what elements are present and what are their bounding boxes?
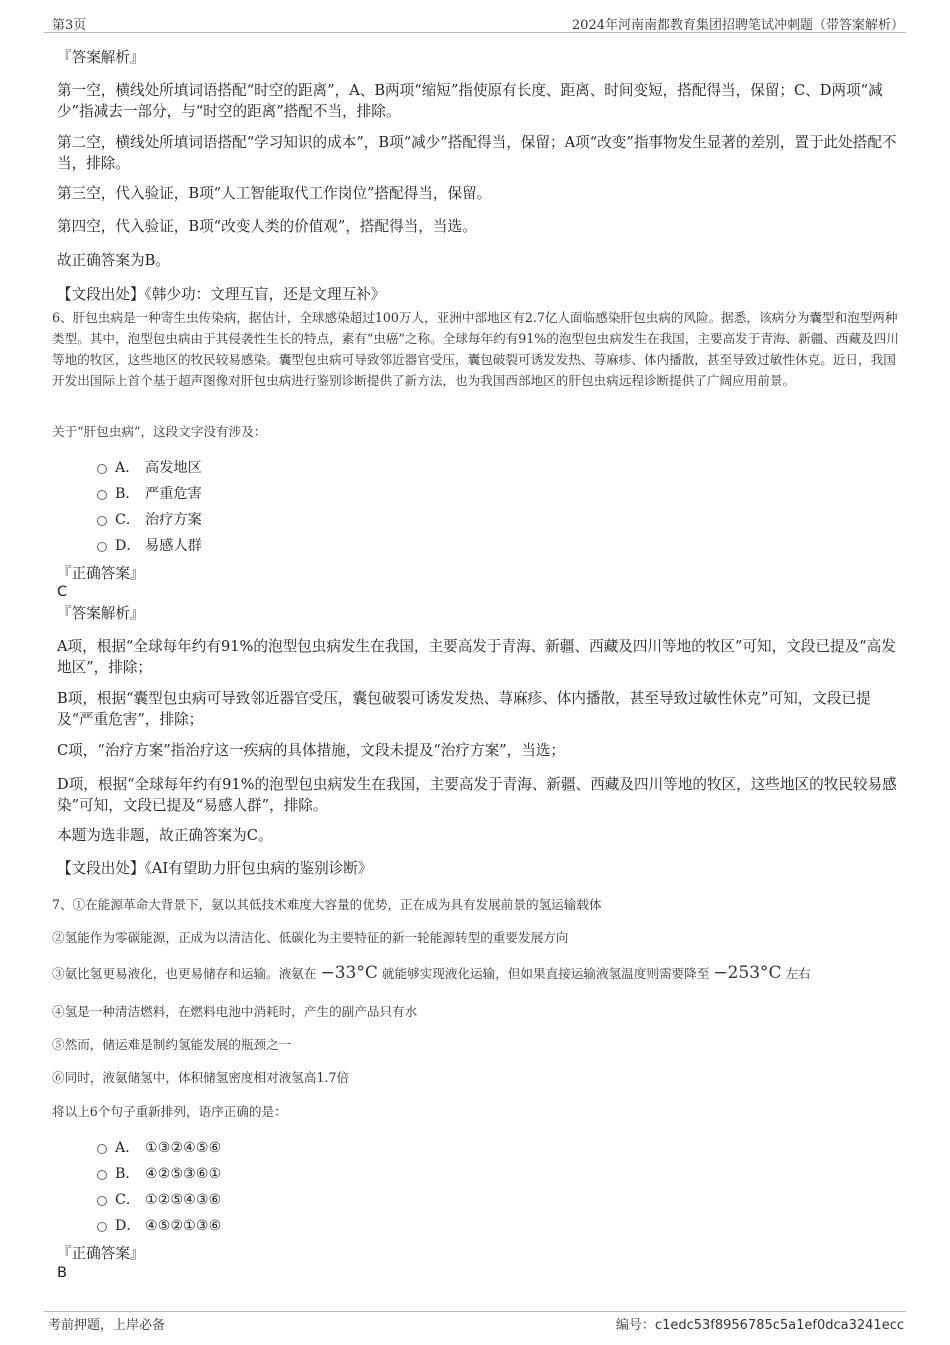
question-stem: 6、肝包虫病是一种寄生虫传染病，据估计，全球感染超过100万人，亚洲中部地区有2.7亿人面临感染肝包虫病的风险。据悉，该病分为囊型和泡型两种类型。其中，泡型包虫病由于其侵袭性生长的特点，素有“虫癌”之称。全球每年约有91%的泡型包虫病发生在我国，主要高发于青海、新疆、西藏及四川等地的牧区，这些地区的牧民较易感染。囊型包虫病可导致邻近器官受压，囊包破裂可诱发发热、荨麻疹、体内播散，甚至导致过敏性休克。近日，我国开发出国际上首个基于超声图像对肝包虫病进行鉴别诊断提供了新方法，也为我国西部地区的肝包虫病远程诊断提供了广阔应用前景。	[52, 310, 899, 388]
analysis-paragraph: A项，根据“全球每年约有91%的泡型包虫病发生在我国，主要高发于青海、新疆、西藏及四川等地的牧区”可知，文段已提及“高发地区”，排除；	[57, 638, 896, 676]
option-text: 治疗方案	[145, 512, 202, 528]
radio-icon[interactable]	[97, 516, 107, 526]
option-text: ④⑤②①③⑥	[145, 1218, 222, 1234]
option-letter: A．	[115, 1140, 140, 1156]
code-label: 编号：	[615, 1318, 655, 1333]
option-d[interactable]	[97, 1216, 221, 1236]
correct-answer: C	[57, 583, 68, 600]
sentence-3	[52, 963, 900, 984]
sentence-3-part: 就能够实现液化运输，但如果直接运输液氢温度则需要降至	[381, 966, 710, 981]
analysis-paragraph: D项，根据“全球每年约有91%的泡型包虫病发生在我国，主要高发于青海、新疆、西藏及四川等地的牧区，这些地区的牧民较易感染”可知，文段已提及“易感人群”，排除。	[57, 776, 897, 814]
sentence-4: ④氢是一种清洁燃料，在燃料电池中消耗时，产生的副产品只有水	[52, 1004, 418, 1019]
analysis-paragraph: 第一空，横线处所填词语搭配“时空的距离”，A、B两项“缩短”指使原有长度、距离、时间变短，搭配得当，保留；C、D两项“减少”指减去一部分，与“时空的距离”搭配不当，排除。	[57, 82, 883, 120]
option-letter: C．	[115, 1192, 141, 1208]
option-letter: B．	[115, 1166, 140, 1182]
analysis-label: 『答案解析』	[57, 49, 145, 66]
option-b[interactable]	[97, 1164, 221, 1184]
radio-icon[interactable]	[97, 1170, 107, 1180]
footer-slogan: 考前押题，上岸必备	[48, 1318, 166, 1333]
option-text: ①②⑤④③⑥	[145, 1192, 222, 1208]
option-letter: D．	[115, 1218, 141, 1234]
source-citation: 【文段出处】《韩少功：文理互盲，还是文理互补》	[57, 286, 386, 303]
option-text: 严重危害	[145, 486, 202, 502]
analysis-paragraph: 第四空，代入验证，B项“改变人类的价值观”，搭配得当，当选。	[57, 218, 477, 235]
document-code	[616, 1314, 904, 1333]
source-citation: 【文段出处】《AI有望助力肝包虫病的鉴别诊断》	[57, 860, 373, 877]
option-letter: C．	[115, 512, 141, 528]
radio-icon[interactable]	[97, 1196, 107, 1206]
code-value: c1edc53f8956785c5a1ef0dca3241ecc	[654, 1318, 904, 1333]
option-letter: A．	[115, 460, 140, 476]
sentence-2: ②氢能作为零碳能源，正成为以清洁化、低碳化为主要特征的新一轮能源转型的重要发展方向	[52, 930, 569, 945]
temperature-value: −253°C	[713, 963, 782, 983]
option-d[interactable]	[97, 536, 202, 556]
correct-answer-label: 『正确答案』	[57, 1245, 145, 1262]
footer-divider	[44, 1311, 906, 1312]
option-b[interactable]	[97, 484, 202, 504]
radio-icon[interactable]	[97, 542, 107, 552]
analysis-paragraph: B项，根据“囊型包虫病可导致邻近器官受压，囊包破裂可诱发发热、荨麻疹、体内播散，甚至导致过敏性休克”可知，文段已提及“严重危害”，排除；	[57, 690, 871, 728]
sentence-3-part: 左右	[785, 966, 811, 981]
question-prompt: 关于“肝包虫病”，这段文字没有涉及：	[52, 424, 267, 439]
option-a[interactable]	[97, 458, 202, 478]
correct-answer: B	[57, 1264, 68, 1281]
analysis-paragraph: C项，“治疗方案”指治疗这一疾病的具体措施，文段未提及“治疗方案”，当选；	[57, 742, 566, 759]
option-c[interactable]	[97, 510, 202, 530]
radio-icon[interactable]	[97, 490, 107, 500]
page-number: 第3页	[52, 18, 87, 33]
option-letter: D．	[115, 538, 141, 554]
option-text: 易感人群	[145, 538, 202, 554]
analysis-conclusion: 本题为选非题，故正确答案为C。	[57, 827, 273, 844]
option-text: 高发地区	[145, 460, 202, 476]
option-text: ①③②④⑤⑥	[145, 1140, 222, 1156]
header-divider	[44, 32, 906, 33]
sentence-1: 7、①在能源革命大背景下，氨以其低技术难度大容量的优势，正在成为具有发展前景的氢运输载体	[52, 897, 602, 912]
sentence-6: ⑥同时，液氨储氢中，体积储氢密度相对液氢高1.7倍	[52, 1070, 350, 1085]
document-title: 2024年河南南都教育集团招聘笔试冲刺题（带答案解析）	[571, 18, 904, 33]
option-c[interactable]	[97, 1190, 221, 1210]
option-letter: B．	[115, 486, 140, 502]
analysis-paragraph: 第三空，代入验证，B项“人工智能取代工作岗位”搭配得当，保留。	[57, 185, 492, 202]
option-text: ④②⑤③⑥①	[145, 1166, 222, 1182]
radio-icon[interactable]	[97, 1222, 107, 1232]
option-a[interactable]	[97, 1138, 221, 1158]
sentence-5: ⑤然而，储运难是制约氢能发展的瓶颈之一	[52, 1037, 292, 1052]
analysis-paragraph: 第二空，横线处所填词语搭配“学习知识的成本”，B项“减少”搭配得当，保留；A项“改变”指事物发生显著的差别，置于此处搭配不当，排除。	[57, 134, 897, 172]
radio-icon[interactable]	[97, 1144, 107, 1154]
temperature-value: −33°C	[320, 963, 378, 983]
correct-answer-label: 『正确答案』	[57, 565, 145, 582]
sentence-3-part: ③氨比氢更易液化，也更易储存和运输。液氨在	[52, 966, 317, 981]
question-prompt: 将以上6个句子重新排列，语序正确的是：	[52, 1104, 287, 1119]
analysis-conclusion: 故正确答案为B。	[57, 252, 170, 269]
analysis-label: 『答案解析』	[57, 605, 145, 622]
radio-icon[interactable]	[97, 464, 107, 474]
